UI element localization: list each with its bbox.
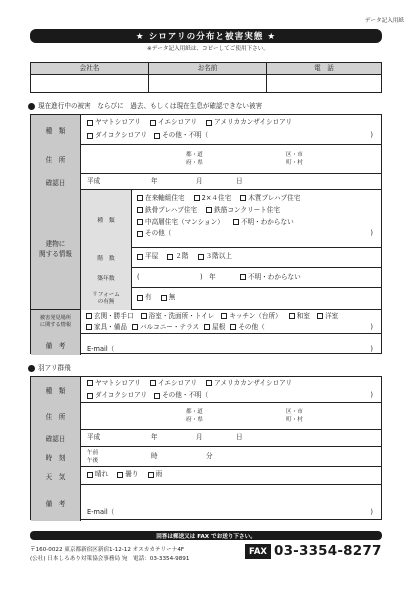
- s2-species-yamato[interactable]: ヤマトシロアリ: [87, 380, 141, 388]
- s1-notes-label: 備 考: [31, 334, 81, 355]
- s1-address-row: [31, 145, 381, 174]
- s1-address-field[interactable]: 都・道 府・県 区・市 町・村: [186, 151, 303, 166]
- s1-kind-zairai[interactable]: 在来軸組住宅: [137, 193, 185, 204]
- s1-loc-balcony[interactable]: バルコニー・テラス: [132, 322, 199, 332]
- s1-species-ie[interactable]: イエシロアリ: [150, 119, 197, 127]
- footer-address-2: (公社) 日本しろあり対策協会事務局 宛 電話：03-3354-9891: [30, 556, 190, 562]
- s2-species-row: 種 類 ヤマトシロアリ イエシロアリ アメリカカンザイシロアリ ダイコクシロアリ その他・不明（ ): [31, 377, 381, 403]
- s1-reform-label: リフォーム の有無: [81, 288, 132, 310]
- fax-badge: FAX: [245, 544, 271, 559]
- s1-kind-2x4[interactable]: 2×４住宅: [194, 193, 232, 204]
- s2-weather-sunny[interactable]: 晴れ: [87, 471, 108, 479]
- page-title: ★ シロアリの分布と被害実態 ★: [30, 29, 382, 43]
- phone-header: 電 話: [314, 63, 334, 72]
- corner-note: データ記入用紙: [364, 18, 404, 24]
- s1-loc-washitsu[interactable]: 和室: [289, 311, 310, 321]
- s1-age-row: [81, 268, 381, 288]
- subtitle: ※データ記入用紙は、コピーしてご使用下さい。: [147, 46, 269, 52]
- s2-date-field[interactable]: 平成 年 月 日: [87, 432, 243, 441]
- s1-reform-row: [81, 288, 381, 310]
- section2-table: [30, 376, 382, 520]
- s1-species-yamato[interactable]: ヤマトシロアリ: [87, 119, 141, 127]
- s1-species-other[interactable]: その他・不明（: [154, 132, 208, 140]
- s1-kind-label: 種 類: [81, 190, 132, 248]
- s1-loc-kitchen[interactable]: キッチン（台所）: [221, 311, 281, 321]
- footer-address-1: 〒160-0022 東京都新宿区新宿1-12-12 オスカカテリーナ4F: [30, 547, 185, 553]
- s1-loc-other[interactable]: その他（: [230, 322, 264, 332]
- s2-species-ie[interactable]: イエシロアリ: [150, 380, 197, 388]
- s1-loc-genkan[interactable]: 玄関・勝手口: [86, 311, 134, 321]
- s1-building-label: 建物に 関する情報: [31, 190, 81, 310]
- s1-species-america[interactable]: アメリカカンザイシロアリ: [206, 119, 292, 127]
- s1-age-field[interactable]: ( ) 年 不明・わからない: [137, 272, 301, 281]
- s2-weather-row: [31, 467, 381, 485]
- s1-floors-label: 階 数: [81, 248, 132, 268]
- s1-kind-mokushitsu[interactable]: 木質プレハブ住宅: [240, 193, 300, 204]
- s1-floors-row: [81, 248, 381, 268]
- company-field[interactable]: [31, 75, 149, 92]
- s1-date-field[interactable]: 平成 年 月 日: [87, 176, 243, 185]
- s1-location-row: 被害発見場所 に関する情報 玄関・勝手口 浴室・洗面所・トイレ キッチン（台所） 和室 洋室 家具・備品 バルコニー・テラス 屋根 その他（ ): [31, 310, 381, 334]
- s2-notes-row: [31, 485, 381, 521]
- s1-kind-rc[interactable]: 鉄筋コンクリート住宅: [206, 205, 280, 216]
- s1-loc-furniture[interactable]: 家具・備品: [86, 322, 127, 332]
- s2-species-america[interactable]: アメリカカンザイシロアリ: [206, 380, 292, 388]
- s1-loc-bath[interactable]: 浴室・洗面所・トイレ: [141, 311, 215, 321]
- footer-bar: 回答は郵送又は FAX でお送り下さい。: [30, 531, 382, 540]
- s1-date-label: 確認日: [31, 174, 81, 190]
- s2-time-field[interactable]: 午前 午後 時 分: [87, 449, 213, 464]
- s1-floors-2[interactable]: ２階: [167, 253, 188, 261]
- s2-time-label: 時 刻: [31, 447, 81, 467]
- s2-weather-cloudy[interactable]: 曇り: [117, 471, 138, 479]
- s1-date-row: [31, 174, 381, 190]
- s2-date-row: [31, 430, 381, 447]
- s1-reform-yes[interactable]: 有: [137, 294, 152, 302]
- section1-heading: 現在進行中の被害 ならびに 過去、もしくは現在生息が確認できない被害: [28, 103, 262, 111]
- company-header: 会社名: [31, 63, 149, 74]
- s1-kind-row: 種 類 在来軸組住宅 2×４住宅 木質プレハブ住宅 鉄骨プレハブ住宅 鉄筋コンクリート住宅 中高層住宅（マンション） 不明・わからない その他（ ): [81, 190, 381, 248]
- s1-kind-mansion[interactable]: 中高層住宅（マンション）: [137, 217, 224, 228]
- s2-weather-rain[interactable]: 雨: [148, 471, 163, 479]
- s2-species-other[interactable]: その他・不明（: [154, 392, 208, 400]
- s1-reform-no[interactable]: 無: [161, 294, 176, 302]
- s2-address-field[interactable]: 都・道 府・県 区・市 町・村: [186, 408, 303, 423]
- s2-notes-field[interactable]: E-mail（ ): [87, 508, 373, 517]
- s2-address-label: 住 所: [31, 403, 81, 430]
- fax-number: 03-3354-8277: [274, 543, 382, 559]
- bullet-icon: [28, 103, 35, 110]
- s1-age-label: 築年数: [81, 268, 132, 288]
- s1-notes-field[interactable]: E-mail（ ): [87, 345, 373, 354]
- s1-kind-tekkotsu[interactable]: 鉄骨プレハブ住宅: [137, 205, 197, 216]
- s1-species-row: 種 類 ヤマトシロアリ イエシロアリ アメリカカンザイシロアリ ダイコクシロアリ その他・不明（ ): [31, 115, 381, 145]
- s2-notes-label: 備 考: [31, 485, 81, 521]
- s1-kind-unknown[interactable]: 不明・わからない: [233, 217, 294, 228]
- section1-table: [30, 114, 382, 354]
- s2-species-daikoku[interactable]: ダイコクシロアリ: [87, 392, 147, 400]
- contact-table: [30, 62, 382, 93]
- s1-location-label: 被害発見場所 に関する情報: [31, 310, 81, 334]
- s1-loc-youshitsu[interactable]: 洋室: [317, 311, 338, 321]
- s2-time-row: [31, 447, 381, 467]
- s1-species-label: 種 類: [31, 115, 81, 145]
- s2-weather-label: 天 気: [31, 467, 81, 485]
- s1-loc-roof[interactable]: 屋根: [204, 322, 225, 332]
- name-field[interactable]: [149, 75, 267, 92]
- s2-date-label: 確認日: [31, 430, 81, 447]
- s1-notes-row: [31, 334, 381, 355]
- section2-heading: 羽アリ群飛: [28, 365, 71, 373]
- s2-address-row: [31, 403, 381, 430]
- s1-kind-other[interactable]: その他（: [137, 228, 171, 239]
- s1-address-label: 住 所: [31, 145, 81, 174]
- s1-age-unknown[interactable]: 不明・わからない: [240, 274, 301, 282]
- s1-floors-1[interactable]: 平屋: [137, 253, 158, 261]
- s1-species-daikoku[interactable]: ダイコクシロアリ: [87, 132, 147, 140]
- bullet-icon: [28, 365, 35, 372]
- s2-species-label: 種 類: [31, 377, 81, 403]
- phone-field[interactable]: [267, 75, 381, 92]
- name-header: お名前: [149, 63, 267, 74]
- s1-floors-3[interactable]: ３階以上: [198, 253, 232, 261]
